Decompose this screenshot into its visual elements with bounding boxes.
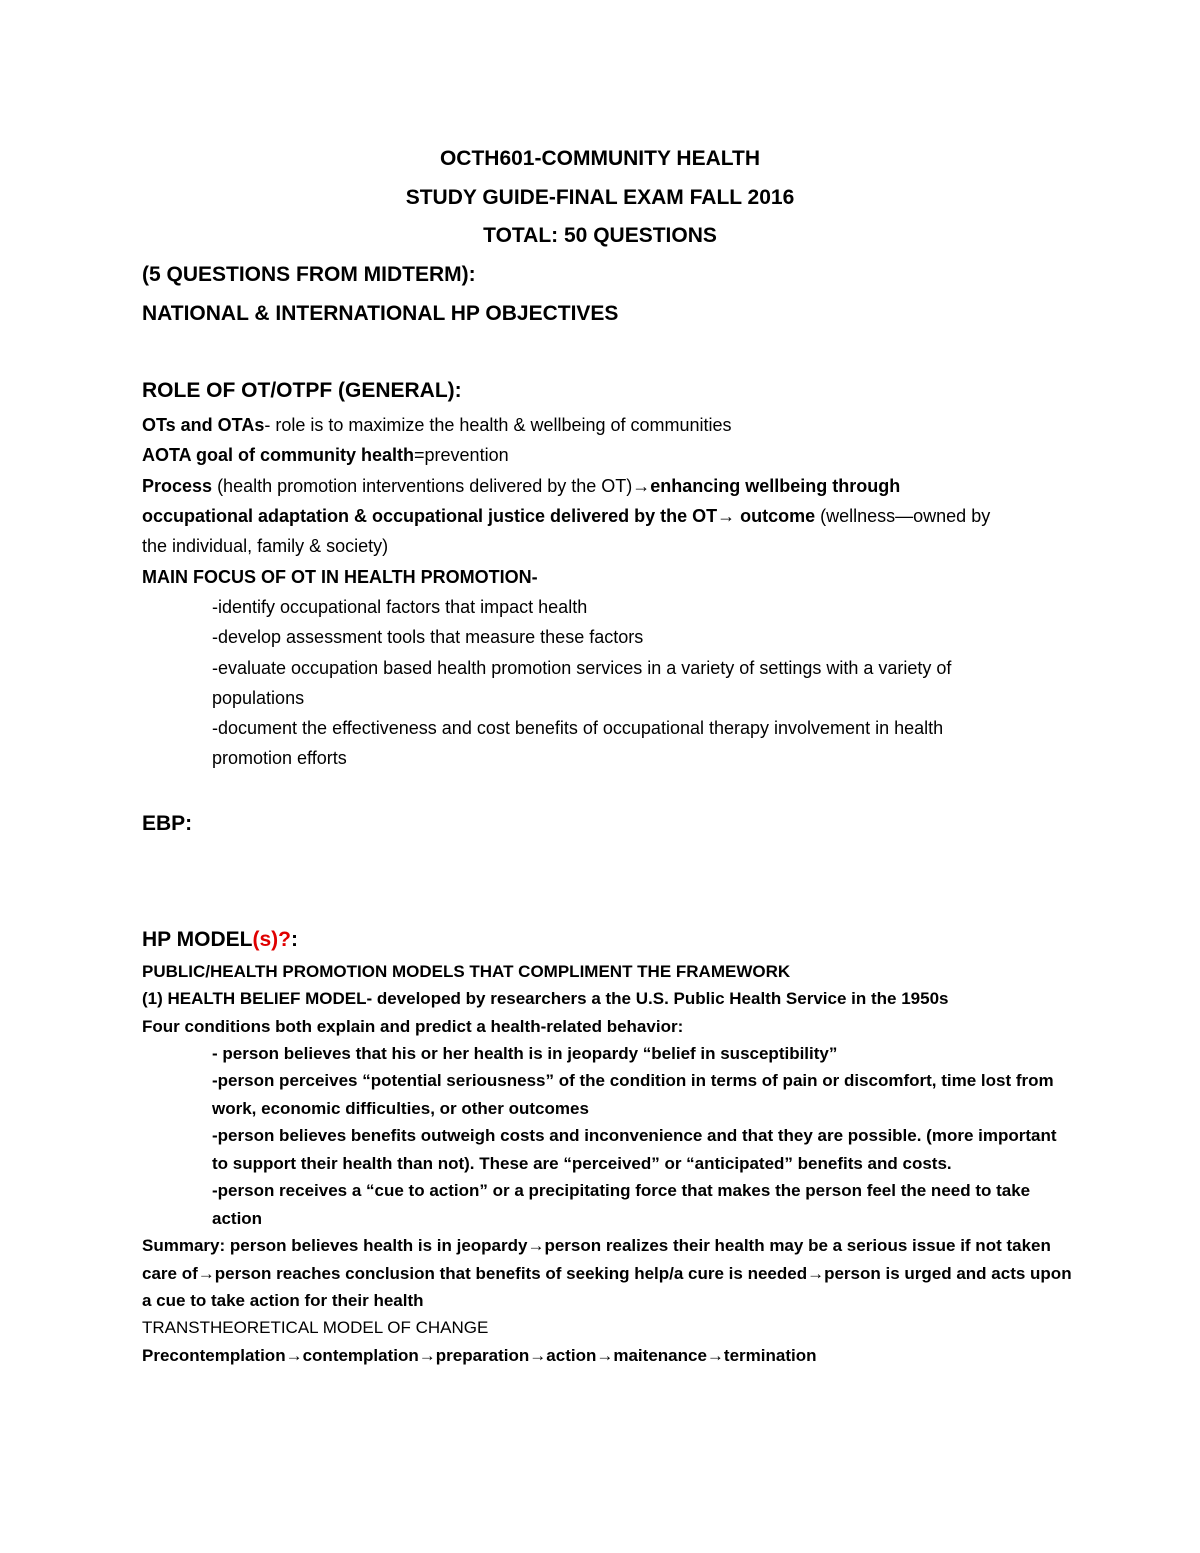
focus-item: -develop assessment tools that measure these factors [212,627,644,647]
focus-item: -evaluate occupation based health promotion services in a variety of settings with a variety of [212,658,952,678]
role-line-3-bold-2: enhancing wellbeing through [650,476,901,496]
ebp-heading: EBP: [142,812,193,835]
role-line-5: the individual, family & society) [142,536,389,556]
role-line-3-text: (health promotion interventions delivered by the OT) [212,476,633,496]
focus-item: -identify occupational factors that impact health [212,597,588,617]
role-line-4 [142,506,990,527]
role-line-2-text: =prevention [414,445,509,465]
hp-heading [142,928,298,952]
ttm-heading: TRANSTHEORETICAL MODEL OF CHANGE [142,1318,489,1337]
arrow-icon: → [807,1264,825,1283]
role-line-3 [142,476,900,497]
summary-text: care of [142,1264,198,1283]
stage-label: preparation [435,1346,530,1365]
condition-item: -person believes benefits outweigh costs and inconvenience and that they are possible. (more important [212,1126,1057,1145]
doc-title: OCTH601-COMMUNITY HEALTH [439,147,761,170]
condition-item: action [212,1209,263,1228]
stage-label: maitenance [613,1346,707,1365]
stage-label: contemplation [302,1346,419,1365]
focus-item: populations [212,688,305,708]
stage-label: termination [723,1346,817,1365]
conditions-line: Four conditions both explain and predict a health-related behavior: [142,1017,684,1036]
arrow-icon: → [527,1236,545,1255]
condition-item: -person receives a “cue to action” or a precipitating force that makes the person feel the need to take [212,1181,1031,1200]
role-line-1-text: - role is to maximize the health & wellbeing of communities [264,415,732,435]
focus-heading: MAIN FOCUS OF OT IN HEALTH PROMOTION- [142,567,538,587]
role-line-4-bold-1: occupational adaptation & occupational justice delivered by the OT [142,506,718,526]
role-line-2-bold: AOTA goal of community health [142,445,415,465]
condition-item: -person perceives “potential seriousness” of the condition in terms of pain or discomfort, time lost from [212,1071,1054,1090]
focus-item: -document the effectiveness and cost benefits of occupational therapy involvement in health [212,718,944,738]
arrow-icon: → [285,1346,303,1365]
role-heading: ROLE OF OT/OTPF (GENERAL): [142,379,462,402]
role-line-1-bold: OTs and OTAs [142,415,265,435]
objectives-heading: NATIONAL & INTERNATIONAL HP OBJECTIVES [142,302,619,325]
role-line-3-bold-1: Process [142,476,213,496]
stage-label: Precontemplation [142,1346,286,1365]
summary-text: person is urged and acts upon [824,1264,1072,1283]
stages-line [142,1346,816,1366]
hp-heading-main: HP MODEL [142,928,253,951]
role-line-1 [142,415,732,436]
summary-text: person reaches conclusion that benefits of seeking help/a cure is needed [214,1264,808,1283]
arrow-icon: → [632,476,651,496]
summary-text: Summary: person believes health is in jeopardy [142,1236,528,1255]
midterm-heading: (5 QUESTIONS FROM MIDTERM): [142,263,476,286]
arrow-icon: → [596,1346,614,1365]
role-line-4-text: (wellness—owned by [815,506,991,526]
models-heading: PUBLIC/HEALTH PROMOTION MODELS THAT COMPLIMENT THE FRAMEWORK [142,962,791,981]
summary-line-1 [142,1236,1051,1256]
condition-item: to support their health than not). These are “perceived” or “anticipated” benefits and costs. [212,1154,952,1173]
arrow-icon: → [717,506,736,526]
condition-item: - person believes that his or her health is in jeopardy “belief in susceptibility” [212,1044,838,1063]
role-line-4-bold-2: outcome [735,506,816,526]
condition-item: work, economic difficulties, or other outcomes [212,1099,589,1118]
hbm-line: (1) HEALTH BELIEF MODEL- developed by researchers a the U.S. Public Health Service in the 1950s [142,989,949,1008]
arrow-icon: → [529,1346,547,1365]
summary-line-2 [142,1264,1072,1284]
doc-total: TOTAL: 50 QUESTIONS [483,224,717,247]
arrow-icon: → [197,1264,215,1283]
focus-item: promotion efforts [212,748,347,768]
summary-line-3: a cue to take action for their health [142,1291,424,1310]
summary-text: person realizes their health may be a serious issue if not taken [544,1236,1051,1255]
hp-heading-colon: : [290,928,298,951]
stage-label: action [546,1346,597,1365]
doc-subtitle: STUDY GUIDE-FINAL EXAM FALL 2016 [405,186,795,209]
arrow-icon: → [418,1346,436,1365]
arrow-icon: → [706,1346,724,1365]
role-line-2 [142,445,509,466]
hp-heading-red: (s)? [252,928,291,951]
